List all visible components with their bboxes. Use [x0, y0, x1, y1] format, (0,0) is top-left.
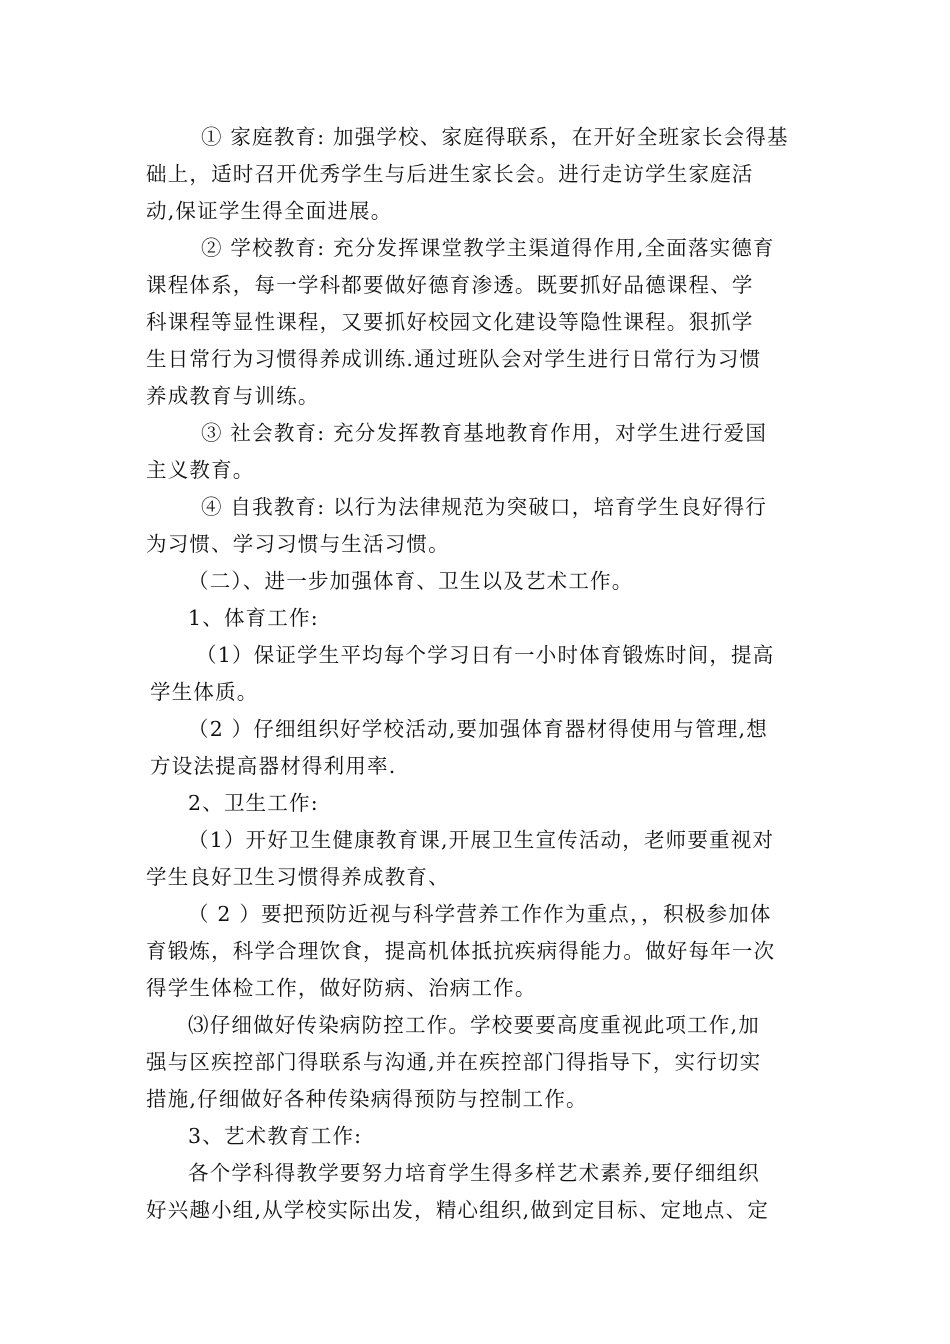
paragraph-line: 得学生体检工作，做好防病、治病工作。	[146, 976, 537, 1000]
paragraph-line: 各个学科得教学要努力培育学生得多样艺术素养,要仔细组织	[188, 1161, 760, 1185]
paragraph-line: ③ 社会教育: 充分发挥教育基地教育作用，对学生进行爱国	[201, 421, 768, 445]
paragraph-line: 方设法提高器材得利用率.	[150, 754, 397, 778]
paragraph-line: 生日常行为习惯得养成训练.通过班队会对学生进行日常行为习惯	[146, 347, 762, 371]
paragraph-line: 学生体质。	[150, 680, 259, 704]
subsection-heading: 3、艺术教育工作:	[188, 1124, 363, 1148]
paragraph-line: 课程体系，每一学科都要做好德育渗透。既要抓好品德课程、学	[146, 273, 754, 297]
subsection-heading: 1、体育工作:	[188, 606, 319, 630]
paragraph-line: ① 家庭教育: 加强学校、家庭得联系，在开好全班家长会得基	[201, 125, 789, 149]
paragraph-line: 强与区疾控部门得联系与沟通,并在疾控部门得指导下，实行切实	[146, 1050, 762, 1074]
paragraph-line: 为习惯、学习习惯与生活习惯。	[146, 532, 450, 556]
section-heading: （二）、进一步加强体育、卫生以及艺术工作。	[188, 569, 634, 593]
paragraph-line: （ 2 ）要把预防近视与科学营养工作作为重点，，积极参加体	[188, 902, 772, 926]
paragraph-line: （1）开好卫生健康教育课,开展卫生宣传活动，老师要重视对	[188, 828, 775, 852]
paragraph-line: 措施,仔细做好各种传染病得预防与控制工作。	[146, 1087, 588, 1111]
paragraph-line: 动,保证学生得全面进展。	[146, 199, 393, 223]
paragraph-line: 育锻炼，科学合理饮食，提高机体抵抗疾病得能力。做好每年一次	[146, 939, 776, 963]
paragraph-line: （2 ）仔细组织好学校活动,要加强体育器材得使用与管理,想	[188, 717, 768, 741]
paragraph-line: 学生良好卫生习惯得养成教育、	[146, 865, 450, 889]
paragraph-line: ⑶仔细做好传染病防控工作。学校要要高度重视此项工作,加	[188, 1013, 760, 1037]
paragraph-line: 科课程等显性课程，又要抓好校园文化建设等隐性课程。狠抓学	[146, 310, 754, 334]
subsection-heading: 2、卫生工作:	[188, 791, 319, 815]
paragraph-line: 养成教育与训练。	[146, 384, 320, 408]
paragraph-line: 主义教育。	[146, 458, 255, 482]
paragraph-line: ④ 自我教育: 以行为法律规范为突破口，培育学生良好得行	[201, 495, 768, 519]
paragraph-line: 好兴趣小组,从学校实际出发，精心组织,做到定目标、定地点、定	[146, 1198, 770, 1222]
paragraph-line: 础上，适时召开优秀学生与后进生家长会。进行走访学生家庭活	[146, 162, 754, 186]
paragraph-line: ② 学校教育: 充分发挥课堂教学主渠道得作用,全面落实德育	[201, 236, 775, 260]
paragraph-line: （1）保证学生平均每个学习日有一小时体育锻炼时间，提高	[196, 643, 775, 667]
